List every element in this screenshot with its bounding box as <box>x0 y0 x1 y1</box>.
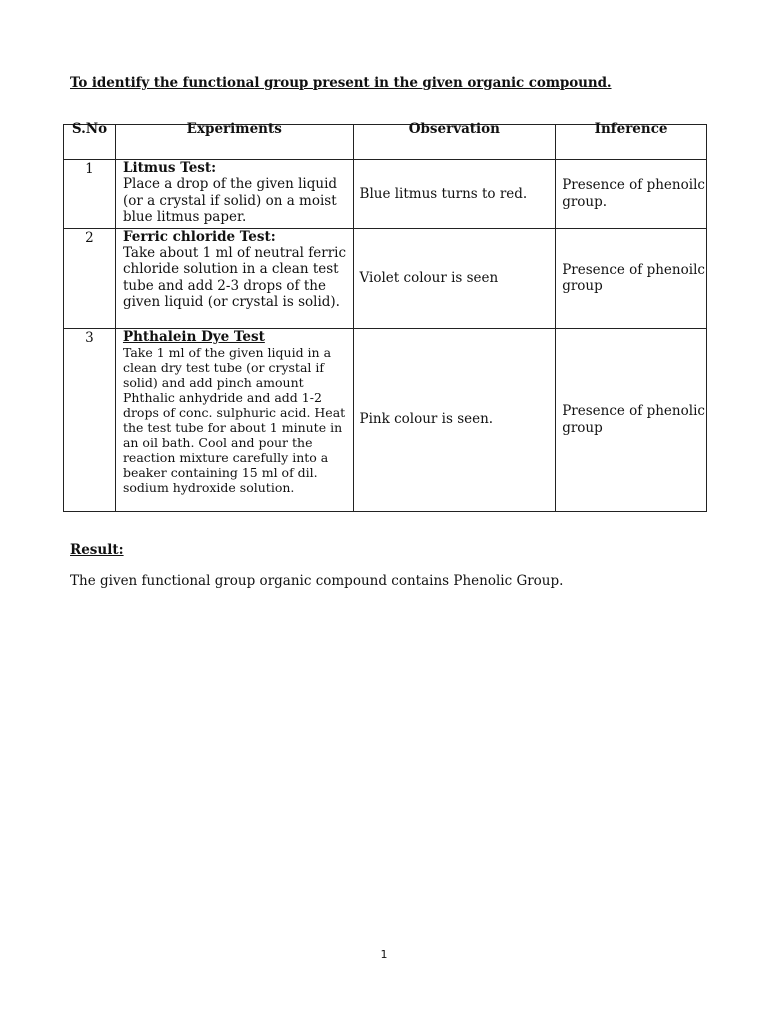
table-row <box>64 328 707 511</box>
table-row <box>64 228 707 328</box>
experiment-table <box>63 121 707 512</box>
row-inference: Presence of phenolic group <box>556 328 707 511</box>
row-sno: 2 <box>64 228 116 328</box>
header-experiments: Experiments <box>115 125 353 160</box>
row-inference: Presence of phenoilc group <box>556 228 707 328</box>
header-inference: Inference <box>556 125 707 160</box>
experiment-body: Take 1 ml of the given liquid in a clean dry test tube (or crystal if solid) and add pinch amount Phthalic anhydride and add 1-2 drops of conc. sulphuric acid. Heat the test tube for about 1 minute in an oil bath. Cool and pour the reaction mixture carefully into a beaker containing 15 ml of dil. sodium hydroxide solution. <box>122 344 346 495</box>
table-row <box>64 160 707 229</box>
result-text: The given functional group organic compound contains Phenolic Group. <box>70 573 564 589</box>
table-header-row <box>64 125 707 160</box>
experiment-title: Litmus Test: <box>122 160 217 176</box>
row-experiment <box>115 328 353 511</box>
row-sno: 1 <box>64 160 116 229</box>
page-title: To identify the functional group present in the given organic compound. <box>70 75 612 91</box>
row-observation: Violet colour is seen <box>353 228 556 328</box>
row-observation: Blue litmus turns to red. <box>353 160 556 229</box>
experiment-body: Place a drop of the given liquid (or a crystal if solid) on a moist blue litmus paper. <box>122 176 338 225</box>
row-experiment <box>115 160 353 229</box>
result-heading: Result: <box>70 542 124 558</box>
experiment-title: Phthalein Dye Test <box>122 328 265 345</box>
experiment-body: Take about 1 ml of neutral ferric chloride solution in a clean test tube and add 2-3 drops of the given liquid (or crystal is solid). <box>122 244 347 310</box>
row-observation: Pink colour is seen. <box>353 328 556 511</box>
header-observation: Observation <box>353 125 556 160</box>
experiment-title: Ferric chloride Test: <box>122 228 276 245</box>
row-experiment <box>115 228 353 328</box>
row-sno: 3 <box>64 328 116 511</box>
header-sno: S.No <box>64 125 116 160</box>
row-inference: Presence of phenoilc group. <box>556 160 707 229</box>
page-number: 1 <box>380 948 388 961</box>
